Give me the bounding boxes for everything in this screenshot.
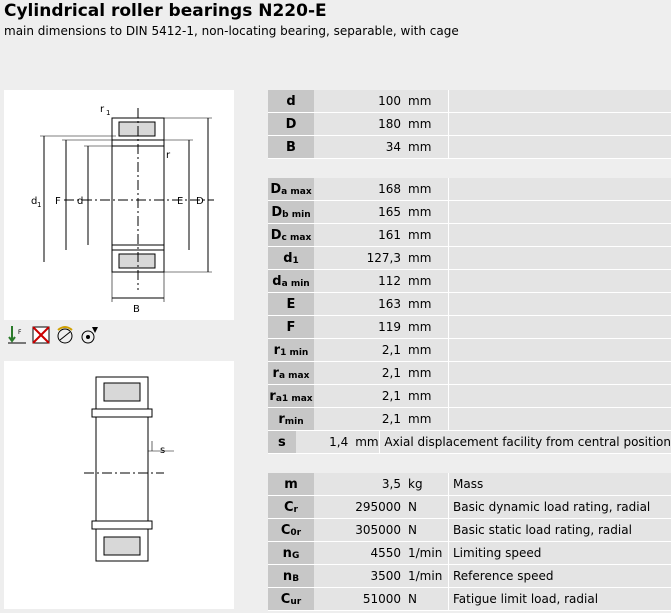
symbol-subscript: a max xyxy=(278,371,310,381)
symbol-cell xyxy=(268,519,314,541)
value-cell: 51000 xyxy=(314,588,404,610)
description-cell: Limiting speed xyxy=(448,542,671,564)
table-row xyxy=(268,293,671,316)
symbol-text: F xyxy=(286,319,296,335)
mounting-dimensions-group xyxy=(268,178,671,454)
value-cell: 2,1 xyxy=(314,339,404,361)
symbol-cell xyxy=(268,339,314,361)
unit-cell: 1/min xyxy=(404,565,448,587)
symbol-text: C xyxy=(284,499,294,515)
symbol-text: B xyxy=(286,139,296,155)
value-cell: 305000 xyxy=(314,519,404,541)
symbol-cell xyxy=(268,270,314,292)
value-cell: 2,1 xyxy=(314,362,404,384)
unit-cell: mm xyxy=(404,136,448,158)
table-row xyxy=(268,136,671,159)
unit-cell: mm xyxy=(404,247,448,269)
label-d1-sub: 1 xyxy=(37,201,42,209)
symbol-subscript: c max xyxy=(281,233,312,243)
description-cell xyxy=(448,224,671,246)
symbol-text: r xyxy=(278,411,285,427)
symbol-subscript: 0r xyxy=(290,528,302,538)
description-cell xyxy=(448,316,671,338)
table-row xyxy=(268,542,671,565)
symbol-text: m xyxy=(284,476,298,492)
value-cell: 161 xyxy=(314,224,404,246)
unit-cell: mm xyxy=(404,408,448,430)
symbol-text: s xyxy=(278,434,286,450)
svg-text:F: F xyxy=(18,329,22,336)
unit-cell: N xyxy=(404,519,448,541)
value-cell: 4550 xyxy=(314,542,404,564)
value-cell: 165 xyxy=(314,201,404,223)
value-cell: 2,1 xyxy=(314,408,404,430)
symbol-subscript: 1 min xyxy=(280,348,309,358)
unit-cell: mm xyxy=(404,201,448,223)
description-cell xyxy=(448,339,671,361)
unit-cell: mm xyxy=(404,316,448,338)
symbol-text: n xyxy=(282,545,292,561)
symbol-text: d xyxy=(283,250,293,266)
description-cell xyxy=(448,90,671,112)
separable-icon xyxy=(54,324,76,346)
table-row xyxy=(268,473,671,496)
table-row xyxy=(268,588,671,611)
description-cell: Basic static load rating, radial xyxy=(448,519,671,541)
value-cell: 100 xyxy=(314,90,404,112)
feature-icons xyxy=(6,324,100,348)
symbol-cell xyxy=(268,224,314,246)
symbol-cell xyxy=(268,113,314,135)
symbol-cell xyxy=(268,201,314,223)
value-cell: 180 xyxy=(314,113,404,135)
description-cell: Mass xyxy=(448,473,671,495)
value-cell: 1,4 xyxy=(296,431,351,453)
unit-cell: kg xyxy=(404,473,448,495)
label-B: B xyxy=(133,304,140,315)
bearing-data-table xyxy=(268,90,671,611)
unit-cell: mm xyxy=(404,113,448,135)
unit-cell: 1/min xyxy=(404,542,448,564)
value-cell: 2,1 xyxy=(314,385,404,407)
symbol-text: D xyxy=(285,116,297,132)
label-E: E xyxy=(177,196,184,207)
symbol-subscript: b min xyxy=(282,210,311,220)
table-row xyxy=(268,496,671,519)
unit-cell: mm xyxy=(351,431,379,453)
table-row xyxy=(268,385,671,408)
unit-cell: mm xyxy=(404,90,448,112)
symbol-subscript: ur xyxy=(290,597,302,607)
value-cell: 295000 xyxy=(314,496,404,518)
symbol-text: n xyxy=(282,568,293,584)
description-cell xyxy=(448,293,671,315)
table-row xyxy=(268,565,671,588)
description-cell xyxy=(448,270,671,292)
symbol-cell xyxy=(268,362,314,384)
symbol-subscript: a max xyxy=(281,187,312,197)
symbol-cell xyxy=(268,293,314,315)
label-D: D xyxy=(196,196,204,207)
symbol-cell xyxy=(268,408,314,430)
symbol-cell xyxy=(268,473,314,495)
table-row xyxy=(268,519,671,542)
description-cell: Reference speed xyxy=(448,565,671,587)
symbol-cell xyxy=(268,316,314,338)
symbol-cell xyxy=(268,496,314,518)
symbol-cell xyxy=(268,431,296,453)
symbol-text: C xyxy=(280,522,291,538)
description-cell xyxy=(448,247,671,269)
description-cell xyxy=(448,385,671,407)
properties-group xyxy=(268,473,671,611)
description-cell xyxy=(448,408,671,430)
value-cell: 168 xyxy=(314,178,404,200)
table-row xyxy=(268,270,671,293)
symbol-text: E xyxy=(286,296,296,312)
symbol-cell xyxy=(268,136,314,158)
table-row xyxy=(268,90,671,113)
unit-cell: mm xyxy=(404,293,448,315)
label-r1-sub: 1 xyxy=(106,109,111,117)
label-s: s xyxy=(160,445,166,456)
unit-cell: mm xyxy=(404,339,448,361)
axial-displacement-icon xyxy=(6,324,28,346)
symbol-text: r xyxy=(273,342,281,358)
symbol-cell xyxy=(268,588,314,610)
value-cell: 112 xyxy=(314,270,404,292)
description-cell: Basic dynamic load rating, radial xyxy=(448,496,671,518)
symbol-subscript: r xyxy=(293,505,298,515)
symbol-subscript: a min xyxy=(281,279,310,289)
description-cell xyxy=(448,136,671,158)
value-cell: 127,3 xyxy=(314,247,404,269)
bearing-section-svg xyxy=(4,90,234,320)
symbol-subscript: 1 xyxy=(292,256,299,266)
unit-cell: mm xyxy=(404,385,448,407)
description-cell xyxy=(448,362,671,384)
description-cell: Axial displacement facility from central position xyxy=(379,431,671,453)
table-row xyxy=(268,316,671,339)
table-row xyxy=(268,362,671,385)
label-F: F xyxy=(55,196,61,207)
label-d: d xyxy=(77,196,84,207)
value-cell: 3500 xyxy=(314,565,404,587)
table-row xyxy=(268,201,671,224)
label-r1: r xyxy=(100,104,105,115)
unit-cell: mm xyxy=(404,270,448,292)
page-subtitle: main dimensions to DIN 5412-1, non-locating bearing, separable, with cage xyxy=(4,24,459,38)
cage-icon xyxy=(78,324,100,346)
symbol-subscript: min xyxy=(284,417,304,427)
symbol-text: d xyxy=(286,93,296,109)
unit-cell: mm xyxy=(404,362,448,384)
symbol-cell xyxy=(268,178,314,200)
table-row xyxy=(268,224,671,247)
page-title: Cylindrical roller bearings N220-E xyxy=(4,1,327,21)
symbol-cell xyxy=(268,90,314,112)
no-axial-load-icon xyxy=(30,324,52,346)
label-d1: d xyxy=(31,196,38,207)
table-row xyxy=(268,431,671,454)
unit-cell: mm xyxy=(404,224,448,246)
symbol-subscript: B xyxy=(292,574,300,584)
dimensions-group xyxy=(268,90,671,159)
value-cell: 3,5 xyxy=(314,473,404,495)
value-cell: 34 xyxy=(314,136,404,158)
table-row xyxy=(268,178,671,201)
unit-cell: N xyxy=(404,496,448,518)
description-cell xyxy=(448,201,671,223)
symbol-cell xyxy=(268,385,314,407)
description-cell: Fatigue limit load, radial xyxy=(448,588,671,610)
symbol-cell xyxy=(268,542,314,564)
symbol-text: r xyxy=(272,365,279,381)
description-cell xyxy=(448,178,671,200)
value-cell: 119 xyxy=(314,316,404,338)
symbol-cell xyxy=(268,565,314,587)
symbol-text: r xyxy=(269,388,276,404)
unit-cell: N xyxy=(404,588,448,610)
symbol-text: D xyxy=(270,181,282,197)
displacement-svg xyxy=(4,361,234,609)
symbol-text: d xyxy=(272,273,282,289)
description-cell xyxy=(448,113,671,135)
symbol-subscript: a1 max xyxy=(275,394,313,404)
symbol-text: C xyxy=(280,591,291,607)
bearing-dimension-drawing xyxy=(4,90,234,320)
label-r: r xyxy=(166,150,171,161)
symbol-cell xyxy=(268,247,314,269)
value-cell: 163 xyxy=(314,293,404,315)
table-row xyxy=(268,247,671,270)
symbol-text: D xyxy=(270,227,282,243)
symbol-text: D xyxy=(271,204,283,220)
symbol-subscript: G xyxy=(291,551,300,561)
unit-cell: mm xyxy=(404,178,448,200)
displacement-drawing xyxy=(4,361,234,609)
table-row xyxy=(268,408,671,431)
table-row xyxy=(268,113,671,136)
table-row xyxy=(268,339,671,362)
